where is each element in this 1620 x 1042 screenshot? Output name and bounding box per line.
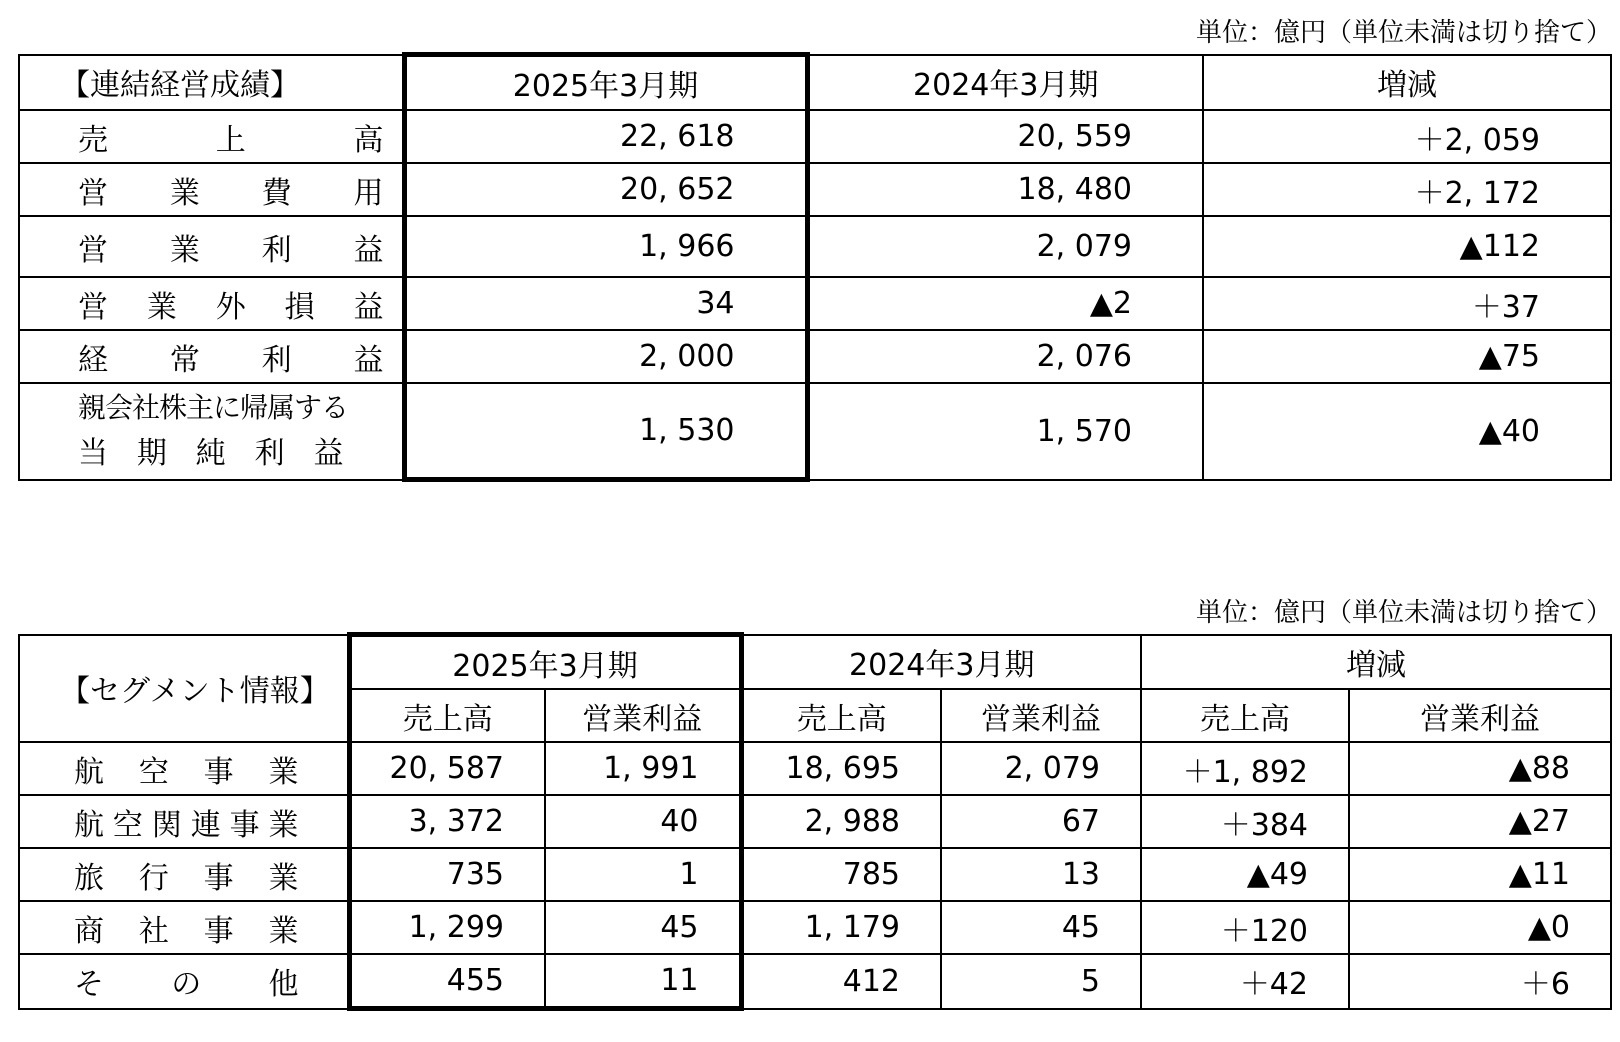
cell-value: ▲112: [1203, 216, 1611, 277]
table-row: [19, 901, 1611, 954]
row-label-line1: 親会社株主に帰属する: [78, 391, 349, 425]
cell-value: 785: [741, 848, 941, 901]
cell-value: ▲27: [1349, 795, 1611, 848]
cell-value: ＋2, 172: [1203, 163, 1611, 216]
row-label-line2: 当期純利益: [78, 436, 344, 472]
cell-value: 2, 079: [941, 742, 1141, 795]
cell-value: 1, 966: [404, 216, 807, 277]
table-row: [19, 163, 1611, 216]
cell-value: 40: [545, 795, 741, 848]
cell-value: 20, 587: [349, 742, 545, 795]
cell-value: ＋6: [1349, 954, 1611, 1009]
column-header: 2024年3月期: [741, 635, 1141, 690]
cell-value: ▲88: [1349, 742, 1611, 795]
cell-value: ＋384: [1141, 795, 1349, 848]
cell-value: 2, 076: [807, 330, 1203, 383]
column-subheader: 売上高: [349, 689, 545, 742]
table-title: 【セグメント情報】: [19, 635, 349, 743]
row-label: [19, 383, 404, 480]
cell-value: ＋37: [1203, 277, 1611, 330]
cell-value: 2, 988: [741, 795, 941, 848]
table-row: [19, 277, 1611, 330]
column-subheader: 売上高: [741, 689, 941, 742]
table-row: [19, 848, 1611, 901]
column-subheader: 営業利益: [1349, 689, 1611, 742]
table-row: [19, 330, 1611, 383]
cell-value: 18, 695: [741, 742, 941, 795]
cell-value: 2, 000: [404, 330, 807, 383]
row-label: 営業利益: [19, 216, 404, 277]
cell-value: ▲11: [1349, 848, 1611, 901]
row-label: 航空関連事業: [19, 795, 349, 848]
row-label: 営業外損益: [19, 277, 404, 330]
column-subheader: 営業利益: [941, 689, 1141, 742]
cell-value: 20, 652: [404, 163, 807, 216]
table-row: [19, 110, 1611, 163]
cell-value: 45: [941, 901, 1141, 954]
table-row: [19, 216, 1611, 277]
table-header-row: [19, 635, 1611, 690]
table-row: [19, 795, 1611, 848]
table-header-row: [19, 55, 1611, 111]
cell-value: 3, 372: [349, 795, 545, 848]
cell-value: ▲0: [1349, 901, 1611, 954]
table-row: [19, 383, 1611, 480]
cell-value: ▲40: [1203, 383, 1611, 480]
cell-value: 735: [349, 848, 545, 901]
cell-value: 18, 480: [807, 163, 1203, 216]
row-label: 営業費用: [19, 163, 404, 216]
cell-value: 22, 618: [404, 110, 807, 163]
row-label: 売上高: [19, 110, 404, 163]
cell-value: 412: [741, 954, 941, 1009]
cell-value: ＋42: [1141, 954, 1349, 1009]
cell-value: 2, 079: [807, 216, 1203, 277]
column-subheader: 売上高: [1141, 689, 1349, 742]
cell-value: 1, 530: [404, 383, 807, 480]
column-header: 2024年3月期: [807, 55, 1203, 111]
segment-info-table: [18, 632, 1612, 1011]
cell-value: 455: [349, 954, 545, 1009]
cell-value: 13: [941, 848, 1141, 901]
unit-note: 単位：億円（単位未満は切り捨て）: [1195, 18, 1612, 48]
column-subheader: 営業利益: [545, 689, 741, 742]
cell-value: 1, 299: [349, 901, 545, 954]
table-row: [19, 742, 1611, 795]
cell-value: 1: [545, 848, 741, 901]
cell-value: ＋2, 059: [1203, 110, 1611, 163]
row-label: その他: [19, 954, 349, 1009]
cell-value: 5: [941, 954, 1141, 1009]
column-header: 増減: [1141, 635, 1611, 690]
consolidated-results-table: [18, 52, 1612, 482]
row-label: 旅行事業: [19, 848, 349, 901]
cell-value: ＋1, 892: [1141, 742, 1349, 795]
cell-value: 34: [404, 277, 807, 330]
column-header: 2025年3月期: [349, 635, 741, 690]
column-header: 増減: [1203, 55, 1611, 111]
unit-note: 単位：億円（単位未満は切り捨て）: [1195, 598, 1612, 628]
cell-value: ▲75: [1203, 330, 1611, 383]
column-header: 2025年3月期: [404, 55, 807, 111]
cell-value: 11: [545, 954, 741, 1009]
row-label: 商社事業: [19, 901, 349, 954]
table-row: [19, 954, 1611, 1009]
cell-value: 67: [941, 795, 1141, 848]
cell-value: 1, 570: [807, 383, 1203, 480]
cell-value: 1, 991: [545, 742, 741, 795]
cell-value: 20, 559: [807, 110, 1203, 163]
row-label: 経常利益: [19, 330, 404, 383]
row-label: 航空事業: [19, 742, 349, 795]
cell-value: ＋120: [1141, 901, 1349, 954]
table-title: 【連結経営成績】: [19, 55, 404, 111]
cell-value: ▲2: [807, 277, 1203, 330]
cell-value: 45: [545, 901, 741, 954]
cell-value: ▲49: [1141, 848, 1349, 901]
cell-value: 1, 179: [741, 901, 941, 954]
